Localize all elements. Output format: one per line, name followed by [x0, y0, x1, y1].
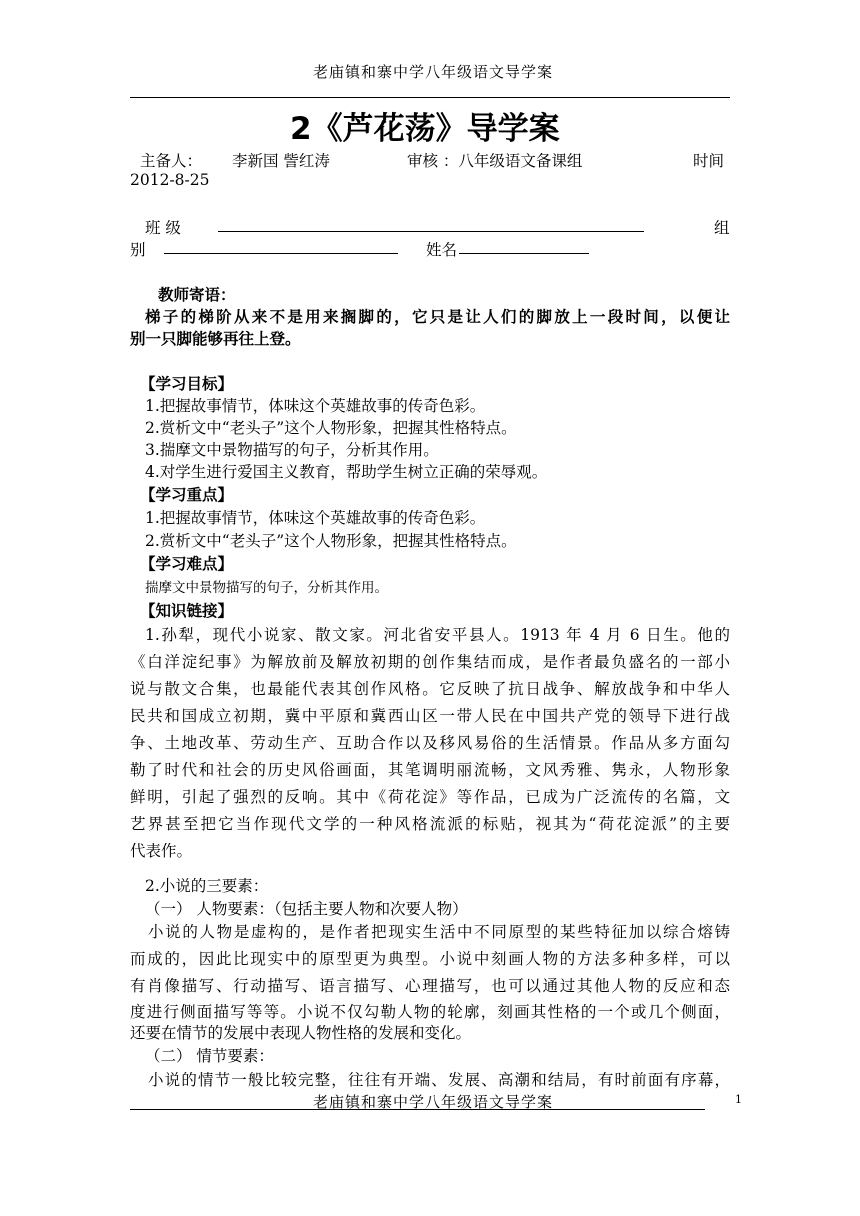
page-footer-title: 老庙镇和寨中学八年级语文导学案 [313, 1093, 554, 1111]
class-label: 班 级 [145, 219, 181, 237]
objective-item: 2.赏析文中“老头子”这个人物形象，把握其性格特点。 [145, 419, 517, 437]
name-field[interactable] [459, 235, 589, 254]
knowledge-para-line: 艺界甚至把它当作现代文学的一种风格流派的标贴，视其为“荷花淀派”的主要 [130, 815, 730, 833]
plot-element-heading: （二） 情节要素： [145, 1047, 274, 1065]
preparer-label: 主备人： [140, 152, 203, 170]
character-para-line: 小说的人物是虚构的，是作者把现实生活中不同原型的某些特征加以综合熔铸 [148, 923, 730, 941]
key-point-item: 2.赏析文中“老头子”这个人物形象，把握其性格特点。 [145, 532, 517, 550]
character-para-line: 而成的，因此比现实中的原型更为典型。小说中刻画人物的方法多种多样，可以 [130, 950, 730, 968]
teacher-message-label: 教师寄语： [158, 285, 236, 304]
key-points-heading: 【学习重点】 [140, 485, 234, 504]
knowledge-para-line: 争、土地改革、劳动生产、互助合作以及移风易俗的生活情景。作品从多方面勾 [130, 734, 730, 752]
class-field[interactable] [218, 213, 644, 232]
knowledge-para-line: 鲜明，引起了强烈的反响。其中《荷花淀》等作品，已成为广泛流传的名篇，文 [130, 788, 730, 806]
objective-item: 1.把握故事情节，体味这个英雄故事的传奇色彩。 [145, 397, 486, 415]
knowledge-para-line: 民共和国成立初期，冀中平原和冀西山区一带人民在中国共产党的领导下进行战 [130, 707, 730, 725]
document-title: 2《芦花荡》导学案 [290, 111, 560, 147]
review-label: 审核 ：八年级语文备课组 [407, 152, 583, 170]
knowledge-para-line: 代表作。 [130, 842, 193, 860]
key-point-item: 1.把握故事情节，体味这个英雄故事的传奇色彩。 [145, 509, 486, 527]
teacher-message-line: 别一只脚能够再往上登。 [130, 329, 301, 348]
preparer-names: 李新国 訾红涛 [232, 152, 330, 170]
group-label-part2: 别 [130, 241, 146, 259]
knowledge-heading: 【知识链接】 [140, 601, 234, 620]
knowledge-para-line: 勒了时代和社会的历史风俗画面，其笔调明丽流畅，文风秀雅、隽永，人物形象 [130, 761, 730, 779]
knowledge-para-line: 1.孙犁，现代小说家、散文家。河北省安平县人。1913 年 4 月 6 日生。他的 [145, 626, 730, 644]
time-label: 时间 [693, 152, 725, 170]
difficulties-heading: 【学习难点】 [140, 554, 234, 573]
page-header-title: 老庙镇和寨中学八年级语文导学案 [313, 63, 554, 81]
knowledge-para-line: 《白洋淀纪事》为解放前及解放初期的创作集结而成，是作者最负盛名的一部小 [130, 653, 730, 671]
objectives-heading: 【学习目标】 [140, 374, 234, 393]
objective-item: 4.对学生进行爱国主义教育，帮助学生树立正确的荣辱观。 [145, 463, 548, 481]
page-number: 1 [735, 1093, 742, 1106]
name-label: 姓名 [426, 241, 458, 259]
teacher-message-line: 梯子的梯阶从来不是用来搁脚的，它只是让人们的脚放上一段时间，以便让 [145, 307, 730, 326]
header-rule [130, 97, 730, 98]
three-elements-heading: 2.小说的三要素： [145, 877, 269, 895]
objective-item: 3.揣摩文中景物描写的句子，分析其作用。 [145, 441, 439, 459]
plot-para-line: 小说的情节一般比较完整，往往有开端、发展、高潮和结局，有时前面有序幕， [148, 1071, 730, 1089]
character-para-line: 有肖像描写、行动描写、语言描写、心理描写，也可以通过其他人物的反应和态 [130, 977, 730, 995]
difficulties-text: 揣摩文中景物描写的句子，分析其作用。 [145, 580, 388, 596]
character-element-heading: （一） 人物要素：（包括主要人物和次要人物） [145, 900, 468, 918]
character-para-line: 还要在情节的发展中表现人物性格的发展和变化。 [130, 1024, 472, 1042]
character-para-line: 度进行侧面描写等等。小说不仅勾勒人物的轮廓，刻画其性格的一个或几个侧面， [130, 1003, 730, 1021]
date-value: 2012-8-25 [130, 171, 210, 189]
group-label-part1: 组 [714, 219, 730, 237]
knowledge-para-line: 说与散文合集，也最能代表其创作风格。它反映了抗日战争、解放战争和中华人 [130, 680, 730, 698]
group-field[interactable] [164, 235, 398, 254]
